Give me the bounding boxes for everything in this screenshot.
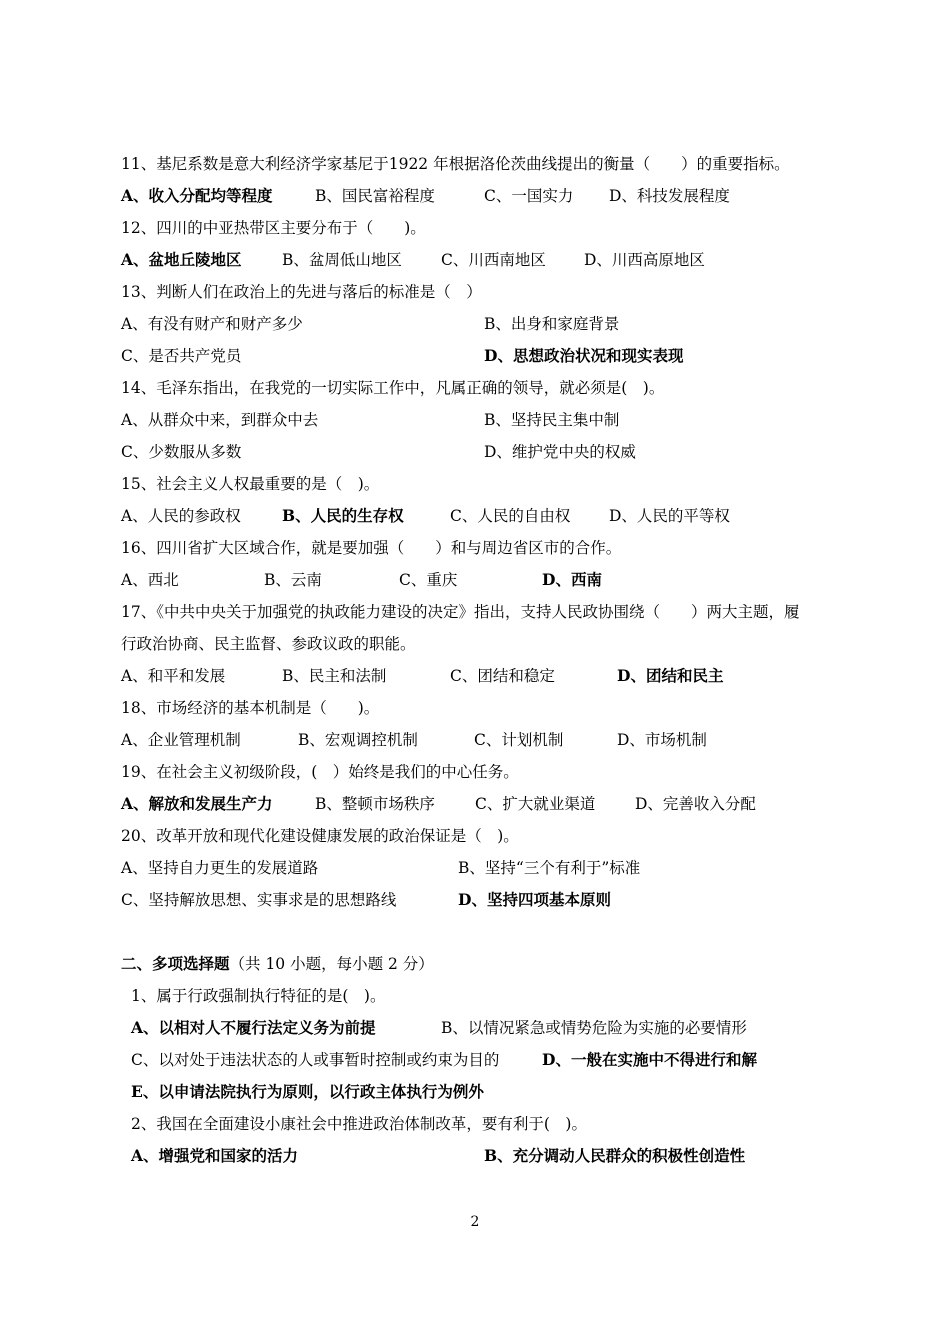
- option-b: B、以情况紧急或情势危险为实施的必要情形: [441, 1019, 747, 1037]
- question-20-options-row2: [0, 888, 950, 912]
- section-note: （共 10 小题，每小题 2 分）: [229, 955, 434, 973]
- option-d: D、思想政治状况和现实表现: [484, 346, 684, 365]
- question-18-options: [0, 728, 950, 752]
- question-17-cont: [0, 632, 950, 656]
- option-a: A、盆地丘陵地区: [121, 250, 242, 269]
- option-a: A、西北: [121, 571, 179, 589]
- question-13: [0, 280, 950, 304]
- section-title-wrap: [121, 952, 434, 976]
- question-14: [0, 376, 950, 400]
- question-text: 18、市场经济的基本机制是（ )。: [121, 699, 380, 717]
- question-text: 16、四川省扩大区域合作，就是要加强（ ）和与周边省区市的合作。: [121, 539, 622, 557]
- question-19-options: [0, 792, 950, 816]
- option-d: D、人民的平等权: [609, 507, 730, 525]
- question-18: [0, 696, 950, 720]
- option-b: B、宏观调控机制: [298, 731, 418, 749]
- question-19: [0, 760, 950, 784]
- option-a: A、收入分配均等程度: [121, 186, 273, 205]
- option-b: B、国民富裕程度: [315, 187, 435, 205]
- option-b: B、人民的生存权: [282, 506, 404, 525]
- question-16: [0, 536, 950, 560]
- question-11-options: [0, 184, 950, 208]
- option-c: C、团结和稳定: [450, 667, 555, 685]
- question-text: 15、社会主义人权最重要的是（ )。: [121, 475, 380, 493]
- option-c: C、人民的自由权: [450, 507, 571, 525]
- option-c: C、一国实力: [484, 187, 574, 205]
- question-17: [0, 600, 950, 624]
- option-b: B、出身和家庭背景: [484, 315, 620, 333]
- multi-question-1-options-row1: [0, 1016, 950, 1040]
- question-14-options-row2: [0, 440, 950, 464]
- option-c: C、坚持解放思想、实事求是的思想路线: [121, 891, 397, 909]
- option-c: C、是否共产党员: [121, 347, 242, 365]
- option-d: D、团结和民主: [617, 666, 724, 685]
- question-15: [0, 472, 950, 496]
- option-a: A、解放和发展生产力: [121, 794, 273, 813]
- question-20: [0, 824, 950, 848]
- option-d: D、一般在实施中不得进行和解: [542, 1050, 757, 1069]
- question-12-options: [0, 248, 950, 272]
- option-b: B、充分调动人民群众的积极性创造性: [484, 1146, 746, 1165]
- option-d: D、市场机制: [617, 731, 707, 749]
- page-number: 2: [470, 1214, 480, 1230]
- option-a: A、和平和发展: [121, 667, 226, 685]
- option-e: E、以申请法院执行为原则，以行政主体执行为例外: [131, 1082, 484, 1101]
- question-text: 12、四川的中亚热带区主要分布于（ )。: [121, 219, 426, 237]
- option-d: D、完善收入分配: [635, 795, 756, 813]
- option-b: B、民主和法制: [282, 667, 387, 685]
- section-heading: [0, 952, 950, 976]
- option-a: A、增强党和国家的活力: [131, 1146, 299, 1165]
- option-d: D、坚持四项基本原则: [458, 890, 611, 909]
- option-a: A、坚持自力更生的发展道路: [121, 859, 319, 877]
- option-a: A、从群众中来，到群众中去: [121, 411, 319, 429]
- question-text-line2: 行政治协商、民主监督、参政议政的职能。: [121, 635, 416, 653]
- multi-question-1-options-row2: [0, 1048, 950, 1072]
- question-16-options: [0, 568, 950, 592]
- section-title: 二、多项选择题: [121, 954, 230, 973]
- option-b: B、云南: [264, 571, 322, 589]
- question-text: 20、改革开放和现代化建设健康发展的政治保证是（ )。: [121, 827, 519, 845]
- option-a: A、有没有财产和财产多少: [121, 315, 303, 333]
- option-a: A、企业管理机制: [121, 731, 241, 749]
- question-20-options-row1: [0, 856, 950, 880]
- question-11: [0, 152, 950, 176]
- question-14-options-row1: [0, 408, 950, 432]
- question-text: 11、基尼系数是意大利经济学家基尼于1922 年根据洛伦茨曲线提出的衡量（ ）的重要指标。: [121, 155, 790, 173]
- option-c: C、川西南地区: [441, 251, 546, 269]
- question-13-options-row1: [0, 312, 950, 336]
- multi-question-1-options-row3: [0, 1080, 950, 1104]
- question-13-options-row2: [0, 344, 950, 368]
- option-b: B、坚持民主集中制: [484, 411, 620, 429]
- option-a: A、人民的参政权: [121, 507, 241, 525]
- question-text: 13、判断人们在政治上的先进与落后的标准是（ ）: [121, 283, 482, 301]
- option-c: C、计划机制: [474, 731, 564, 749]
- question-text: 1、属于行政强制执行特征的是( )。: [131, 987, 386, 1005]
- option-c: C、重庆: [399, 571, 458, 589]
- question-text: 2、我国在全面建设小康社会中推进政治体制改革，要有利于( )。: [131, 1115, 587, 1133]
- option-c: C、以对处于违法状态的人或事暂时控制或约束为目的: [131, 1051, 500, 1069]
- question-12: [0, 216, 950, 240]
- multi-question-2: [0, 1112, 950, 1136]
- option-d: D、川西高原地区: [584, 251, 705, 269]
- option-b: B、整顿市场秩序: [315, 795, 435, 813]
- multi-question-2-options: [0, 1144, 950, 1168]
- option-c: C、扩大就业渠道: [475, 795, 596, 813]
- question-17-options: [0, 664, 950, 688]
- option-d: D、西南: [542, 570, 602, 589]
- multi-question-1: [0, 984, 950, 1008]
- option-a: A、以相对人不履行法定义务为前提: [131, 1018, 376, 1037]
- question-text-line1: 17、《中共中央关于加强党的执政能力建设的决定》指出，支持人民政协围绕（ ）两大主题，履: [121, 603, 800, 621]
- option-b: B、盆周低山地区: [282, 251, 402, 269]
- question-text: 19、在社会主义初级阶段，( ）始终是我们的中心任务。: [121, 763, 519, 781]
- question-text: 14、毛泽东指出，在我党的一切实际工作中，凡属正确的领导，就必须是( )。: [121, 379, 665, 397]
- question-15-options: [0, 504, 950, 528]
- option-c: C、少数服从多数: [121, 443, 242, 461]
- option-d: D、维护党中央的权威: [484, 443, 636, 461]
- option-b: B、坚持“三个有利于”标准: [458, 859, 641, 877]
- option-d: D、科技发展程度: [609, 187, 730, 205]
